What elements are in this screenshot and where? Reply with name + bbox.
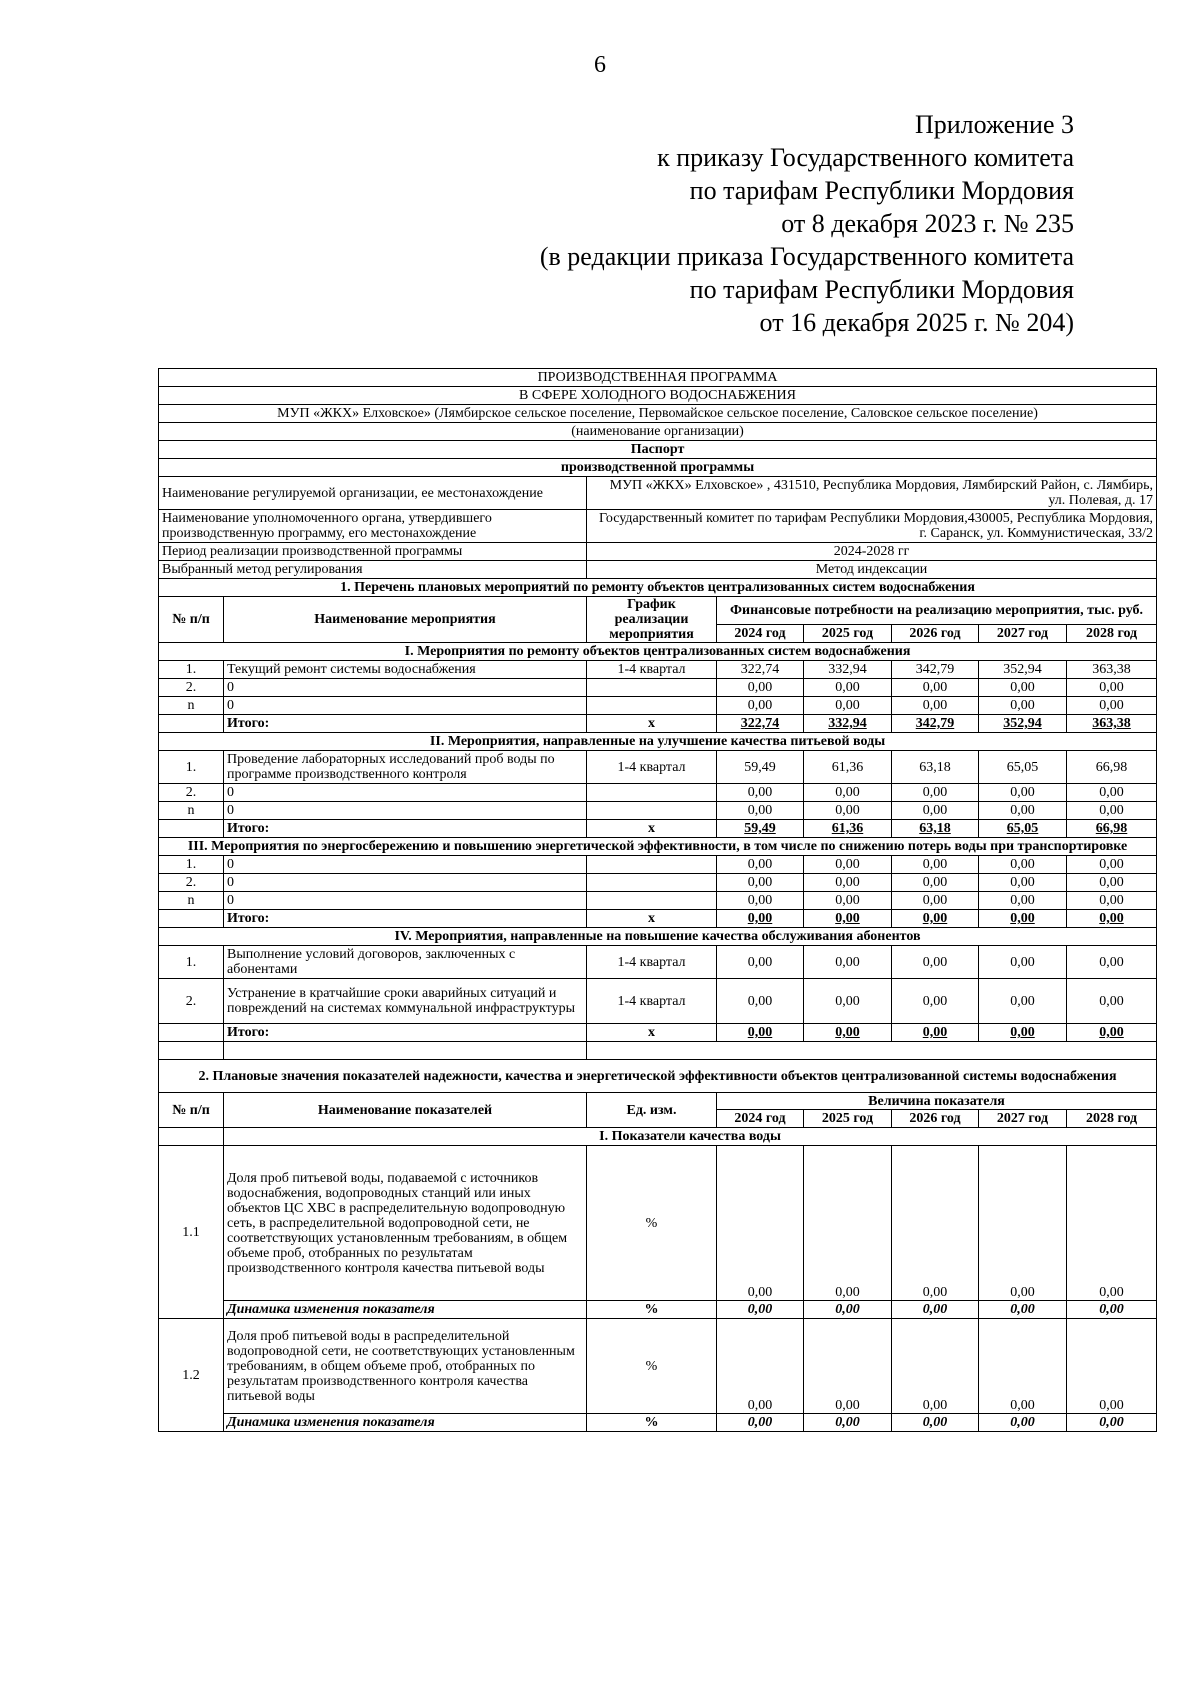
total-value: 65,05: [979, 820, 1067, 838]
total-x: x: [587, 715, 717, 733]
finance-value: 0,00: [979, 784, 1067, 802]
appendix-line: по тарифам Республики Мордовия: [689, 176, 1074, 205]
finance-value: 0,00: [717, 802, 804, 820]
finance-value: 65,05: [979, 751, 1067, 784]
passport-label: Наименование регулируемой организации, ее местонахождение: [159, 477, 587, 510]
col-header-finance: Финансовые потребности на реализацию мероприятия, тыс. руб.: [717, 597, 1157, 625]
indicator-name: Доля проб питьевой воды, подаваемой с источников водоснабжения, водопроводных станций или иных объектов ЦС ХВС в распределительную водопроводную сеть, в распределительной водопроводной сети, не соответствующих установленным требованиям, в общем объеме проб, отобранных по результатам производственного контроля качества питьевой воды: [224, 1146, 587, 1301]
total-value: 352,94: [979, 715, 1067, 733]
dynamics-value: 0,00: [1067, 1414, 1157, 1432]
finance-value: 0,00: [979, 892, 1067, 910]
finance-value: 0,00: [979, 946, 1067, 979]
finance-value: 0,00: [892, 979, 979, 1024]
finance-value: 0,00: [717, 946, 804, 979]
col-header-name: Наименование показателей: [224, 1093, 587, 1128]
col-header-schedule: График реализации мероприятия: [587, 597, 717, 643]
finance-value: 0,00: [717, 874, 804, 892]
activity-name: 0: [224, 892, 587, 910]
total-value: 0,00: [979, 1024, 1067, 1042]
finance-value: 352,94: [979, 661, 1067, 679]
finance-value: 0,00: [717, 892, 804, 910]
appendix-header: [540, 108, 1074, 339]
group-title: IV. Мероприятия, направленные на повышение качества обслуживания абонентов: [159, 928, 1157, 946]
col-header-num: № п/п: [159, 1093, 224, 1128]
finance-value: 0,00: [892, 679, 979, 697]
finance-value: 0,00: [1067, 979, 1157, 1024]
section2-title: 2. Плановые значения показателей надежности, качества и энергетической эффективности объектов централизованной системы водоснабжения: [159, 1060, 1157, 1093]
dynamics-value: 0,00: [979, 1301, 1067, 1319]
activity-schedule: [587, 697, 717, 715]
passport-value: Государственный комитет по тарифам Республики Мордовия,430005, Республика Мордовия, г. Саранск, ул. Коммунистическая, 33/2: [587, 510, 1157, 543]
finance-value: 0,00: [1067, 697, 1157, 715]
indicator-unit: %: [587, 1146, 717, 1301]
finance-value: 0,00: [1067, 856, 1157, 874]
activity-name: 0: [224, 856, 587, 874]
dynamics-label: Динамика изменения показателя: [224, 1301, 587, 1319]
dynamics-value: 0,00: [804, 1301, 892, 1319]
activity-schedule: [587, 856, 717, 874]
year-header: 2025 год: [804, 625, 892, 643]
activity-schedule: 1-4 квартал: [587, 979, 717, 1024]
total-value: 0,00: [892, 1024, 979, 1042]
total-value: 63,18: [892, 820, 979, 838]
production-program-table: [158, 368, 1157, 1432]
finance-value: 59,49: [717, 751, 804, 784]
col-header-name: Наименование мероприятия: [224, 597, 587, 643]
blank-cell: [159, 1042, 224, 1060]
group-title: I. Мероприятия по ремонту объектов централизованных систем водоснабжения: [159, 643, 1157, 661]
passport-subtitle: производственной программы: [159, 459, 1157, 477]
total-value: 59,49: [717, 820, 804, 838]
activity-name: 0: [224, 784, 587, 802]
col-header-num: № п/п: [159, 597, 224, 643]
col-header-unit: Ед. изм.: [587, 1093, 717, 1128]
program-subtitle: В СФЕРЕ ХОЛОДНОГО ВОДОСНАБЖЕНИЯ: [159, 387, 1157, 405]
total-blank: [159, 1024, 224, 1042]
activity-schedule: [587, 892, 717, 910]
indicator-number: 1.2: [159, 1319, 224, 1432]
row-number: 2.: [159, 874, 224, 892]
row-number: 1.: [159, 661, 224, 679]
indicator-value: 0,00: [979, 1146, 1067, 1301]
year-header: 2028 год: [1067, 625, 1157, 643]
finance-value: 322,74: [717, 661, 804, 679]
indicator-value: 0,00: [1067, 1319, 1157, 1414]
activity-schedule: [587, 802, 717, 820]
finance-value: 0,00: [804, 697, 892, 715]
finance-value: 0,00: [1067, 802, 1157, 820]
finance-value: 63,18: [892, 751, 979, 784]
finance-value: 0,00: [804, 784, 892, 802]
total-value: 0,00: [804, 910, 892, 928]
activity-name: 0: [224, 697, 587, 715]
year-header: 2024 год: [717, 1110, 804, 1128]
finance-value: 0,00: [892, 874, 979, 892]
blank-cell: [587, 1042, 1157, 1060]
activity-name: Текущий ремонт системы водоснабжения: [224, 661, 587, 679]
dynamics-value: 0,00: [892, 1414, 979, 1432]
indicator-value: 0,00: [892, 1319, 979, 1414]
indicator-value: 0,00: [804, 1319, 892, 1414]
total-value: 66,98: [1067, 820, 1157, 838]
activity-name: 0: [224, 874, 587, 892]
organization-name: МУП «ЖКХ» Елховское» (Лямбирское сельское поселение, Первомайское сельское поселение, Саловское сельское поселение): [159, 405, 1157, 423]
blank-cell: [224, 1042, 587, 1060]
total-value: 61,36: [804, 820, 892, 838]
finance-value: 0,00: [717, 856, 804, 874]
total-value: 0,00: [717, 1024, 804, 1042]
finance-value: 0,00: [804, 892, 892, 910]
finance-value: 342,79: [892, 661, 979, 679]
row-number: n: [159, 892, 224, 910]
finance-value: 0,00: [892, 697, 979, 715]
total-label: Итого:: [224, 1024, 587, 1042]
total-x: x: [587, 820, 717, 838]
activity-name: 0: [224, 679, 587, 697]
indicator-value: 0,00: [979, 1319, 1067, 1414]
year-header: 2028 год: [1067, 1110, 1157, 1128]
col-header-value: Величина показателя: [717, 1093, 1157, 1110]
finance-value: 363,38: [1067, 661, 1157, 679]
indicator-unit: %: [587, 1319, 717, 1414]
finance-value: 0,00: [804, 679, 892, 697]
row-number: 2.: [159, 679, 224, 697]
year-header: 2027 год: [979, 625, 1067, 643]
finance-value: 0,00: [1067, 874, 1157, 892]
activity-name: Выполнение условий договоров, заключенных с абонентами: [224, 946, 587, 979]
activity-schedule: [587, 784, 717, 802]
appendix-line: (в редакции приказа Государственного комитета: [539, 242, 1074, 271]
appendix-line: по тарифам Республики Мордовия: [689, 275, 1074, 304]
total-label: Итого:: [224, 715, 587, 733]
indicator-value: 0,00: [717, 1319, 804, 1414]
indicator-number: 1.1: [159, 1146, 224, 1319]
finance-value: 0,00: [892, 892, 979, 910]
row-number: 2.: [159, 979, 224, 1024]
total-value: 332,94: [804, 715, 892, 733]
group-title: II. Мероприятия, направленные на улучшение качества питьевой воды: [159, 733, 1157, 751]
passport-value: 2024-2028 гг: [587, 543, 1157, 561]
activity-schedule: 1-4 квартал: [587, 946, 717, 979]
finance-value: 0,00: [892, 856, 979, 874]
passport-label: Выбранный метод регулирования: [159, 561, 587, 579]
year-header: 2024 год: [717, 625, 804, 643]
finance-value: 0,00: [892, 784, 979, 802]
appendix-line: Приложение 3: [914, 110, 1074, 139]
section1-title: 1. Перечень плановых мероприятий по ремонту объектов централизованных систем водоснабжения: [159, 579, 1157, 597]
row-number: n: [159, 697, 224, 715]
total-blank: [159, 820, 224, 838]
total-value: 0,00: [979, 910, 1067, 928]
finance-value: 0,00: [979, 979, 1067, 1024]
finance-value: 0,00: [892, 802, 979, 820]
organization-caption: (наименование организации): [159, 423, 1157, 441]
dynamics-unit: %: [587, 1301, 717, 1319]
finance-value: 0,00: [1067, 784, 1157, 802]
finance-value: 0,00: [979, 802, 1067, 820]
dynamics-value: 0,00: [1067, 1301, 1157, 1319]
row-number: 1.: [159, 751, 224, 784]
passport-value: Метод индексации: [587, 561, 1157, 579]
finance-value: 0,00: [1067, 946, 1157, 979]
finance-value: 0,00: [979, 856, 1067, 874]
total-value: 0,00: [804, 1024, 892, 1042]
group-title: I. Показатели качества воды: [224, 1128, 1157, 1146]
finance-value: 0,00: [717, 979, 804, 1024]
program-title: ПРОИЗВОДСТВЕННАЯ ПРОГРАММА: [159, 369, 1157, 387]
dynamics-unit: %: [587, 1414, 717, 1432]
total-value: 0,00: [1067, 1024, 1157, 1042]
finance-value: 332,94: [804, 661, 892, 679]
row-number: 2.: [159, 784, 224, 802]
finance-value: 0,00: [979, 697, 1067, 715]
finance-value: 0,00: [804, 979, 892, 1024]
total-value: 342,79: [892, 715, 979, 733]
total-value: 0,00: [892, 910, 979, 928]
finance-value: 0,00: [804, 946, 892, 979]
row-number: n: [159, 802, 224, 820]
activity-name: Проведение лабораторных исследований проб воды по программе производственного контроля: [224, 751, 587, 784]
year-header: 2027 год: [979, 1110, 1067, 1128]
activity-schedule: [587, 874, 717, 892]
row-number: 1.: [159, 856, 224, 874]
dynamics-value: 0,00: [892, 1301, 979, 1319]
activity-schedule: 1-4 квартал: [587, 751, 717, 784]
finance-value: 0,00: [1067, 892, 1157, 910]
total-value: 0,00: [1067, 910, 1157, 928]
total-value: 0,00: [717, 910, 804, 928]
passport-value: МУП «ЖКХ» Елховское» , 431510, Республика Мордовия, Лямбирский Район, с. Лямбирь, ул. Полевая, д. 17: [587, 477, 1157, 510]
indicator-name: Доля проб питьевой воды в распределительной водопроводной сети, не соответствующих установленным требованиям, в общем объеме проб, отобранных по результатам производственного контроля качества питьевой воды: [224, 1319, 587, 1414]
total-value: 322,74: [717, 715, 804, 733]
finance-value: 66,98: [1067, 751, 1157, 784]
finance-value: 61,36: [804, 751, 892, 784]
dynamics-label: Динамика изменения показателя: [224, 1414, 587, 1432]
dynamics-value: 0,00: [717, 1414, 804, 1432]
finance-value: 0,00: [979, 874, 1067, 892]
total-x: x: [587, 1024, 717, 1042]
passport-title: Паспорт: [159, 441, 1157, 459]
page-number: 6: [594, 52, 606, 78]
dynamics-value: 0,00: [979, 1414, 1067, 1432]
finance-value: 0,00: [804, 802, 892, 820]
blank-cell: [159, 1128, 224, 1146]
finance-value: 0,00: [717, 697, 804, 715]
total-label: Итого:: [224, 910, 587, 928]
indicator-value: 0,00: [892, 1146, 979, 1301]
total-blank: [159, 910, 224, 928]
indicator-value: 0,00: [804, 1146, 892, 1301]
row-number: 1.: [159, 946, 224, 979]
finance-value: 0,00: [717, 679, 804, 697]
year-header: 2025 год: [804, 1110, 892, 1128]
indicator-value: 0,00: [1067, 1146, 1157, 1301]
year-header: 2026 год: [892, 625, 979, 643]
group-title: III. Мероприятия по энергосбережению и повышению энергетической эффективности, в том числе по снижению потерь воды при транспортировке: [159, 838, 1157, 856]
appendix-line: к приказу Государственного комитета: [657, 143, 1074, 172]
total-blank: [159, 715, 224, 733]
appendix-line: от 8 декабря 2023 г. № 235: [781, 209, 1074, 238]
finance-value: 0,00: [804, 856, 892, 874]
activity-schedule: 1-4 квартал: [587, 661, 717, 679]
appendix-line: от 16 декабря 2025 г. № 204): [759, 308, 1074, 337]
finance-value: 0,00: [717, 784, 804, 802]
total-x: x: [587, 910, 717, 928]
activity-name: Устранение в кратчайшие сроки аварийных ситуаций и повреждений на системах коммунальной инфраструктуры: [224, 979, 587, 1024]
passport-label: Наименование уполномоченного органа, утвердившего производственную программу, его местонахождение: [159, 510, 587, 543]
passport-label: Период реализации производственной программы: [159, 543, 587, 561]
dynamics-value: 0,00: [804, 1414, 892, 1432]
year-header: 2026 год: [892, 1110, 979, 1128]
dynamics-value: 0,00: [717, 1301, 804, 1319]
total-label: Итого:: [224, 820, 587, 838]
finance-value: 0,00: [892, 946, 979, 979]
finance-value: 0,00: [1067, 679, 1157, 697]
indicator-value: 0,00: [717, 1146, 804, 1301]
finance-value: 0,00: [979, 679, 1067, 697]
finance-value: 0,00: [804, 874, 892, 892]
total-value: 363,38: [1067, 715, 1157, 733]
activity-name: 0: [224, 802, 587, 820]
activity-schedule: [587, 679, 717, 697]
